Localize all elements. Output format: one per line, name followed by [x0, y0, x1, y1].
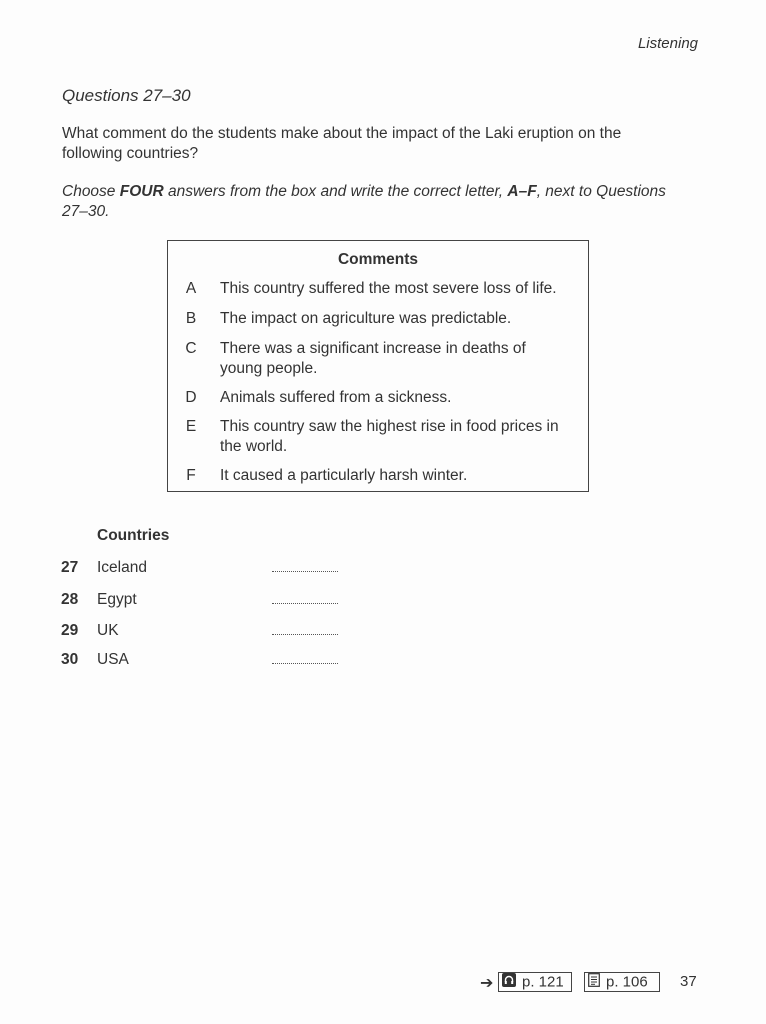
country-name: Iceland [97, 559, 147, 576]
comments-box [167, 240, 589, 492]
reference-box-audio[interactable] [498, 972, 572, 992]
instruction-text: Choose [62, 183, 120, 200]
question-number: 28 [61, 591, 79, 608]
comment-text: The impact on agriculture was predictable. [220, 310, 512, 327]
transcript-icon [588, 973, 600, 992]
instruction-bold-range: A–F [507, 183, 537, 200]
answer-blank[interactable] [272, 603, 338, 604]
reference-page-transcript: p. 106 [606, 973, 648, 991]
country-name: UK [97, 622, 119, 639]
comment-text: There was a significant increase in deaths of young people. [220, 340, 526, 377]
comment-text: It caused a particularly harsh winter. [220, 467, 468, 484]
answer-blank[interactable] [272, 634, 338, 635]
country-name: USA [97, 651, 129, 668]
answer-blank[interactable] [272, 571, 338, 572]
question-number: 30 [61, 651, 79, 668]
reference-box-transcript[interactable] [584, 972, 660, 992]
section-label: Listening [637, 35, 698, 52]
countries-heading: Countries [97, 527, 170, 544]
comment-text: This country suffered the most severe loss of life. [220, 280, 557, 297]
instruction-bold-four: FOUR [119, 183, 164, 200]
question-number: 27 [61, 559, 79, 576]
comment-letter: C [185, 340, 197, 357]
comment-letter: D [185, 389, 197, 406]
instruction [62, 182, 672, 222]
arrow-right-icon: ➔ [480, 975, 494, 992]
instruction-text: answers from the box and write the correct letter, [163, 183, 508, 200]
comment-letter: B [185, 310, 197, 327]
comment-text: Animals suffered from a sickness. [220, 389, 452, 406]
comment-text: This country saw the highest rise in food prices in the world. [220, 418, 559, 455]
questions-heading: Questions 27–30 [62, 86, 191, 105]
question-prompt: What comment do the students make about the impact of the Laki eruption on the following countries? [62, 125, 622, 162]
headphones-icon [502, 973, 516, 992]
instruction-text: , next to Questions 27–30. [62, 183, 666, 220]
reference-page-audio: p. 121 [522, 973, 564, 991]
comment-letter: A [185, 280, 197, 297]
answer-blank[interactable] [272, 663, 338, 664]
comments-title: Comments [337, 251, 419, 268]
comment-letter: E [185, 418, 197, 435]
page-number: 37 [680, 973, 697, 990]
comment-letter: F [186, 467, 196, 484]
country-name: Egypt [97, 591, 137, 608]
question-number: 29 [61, 622, 79, 639]
